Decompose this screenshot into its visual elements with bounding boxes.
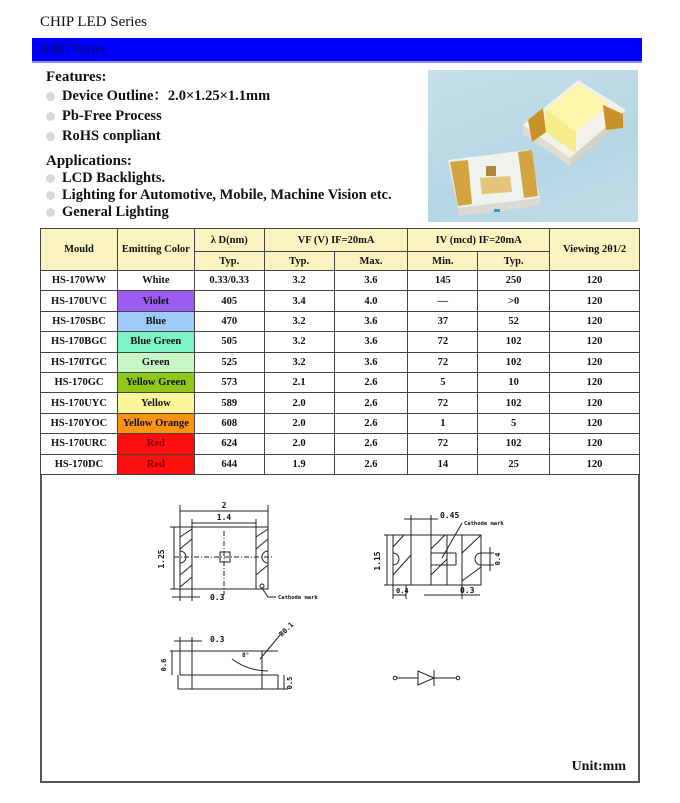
cell-vf-typ: 2.0 <box>264 413 334 433</box>
series-label: 0805 Series <box>41 42 107 57</box>
cell-iv-min: 72 <box>408 352 478 372</box>
unit-label: Unit:mm <box>571 759 626 774</box>
dim-side-height: 0.6 <box>160 658 168 672</box>
application-item <box>44 204 424 221</box>
cell-mould: HS-170URC <box>41 434 118 454</box>
cell-iv-min: 145 <box>408 271 478 291</box>
cell-vf-max: 2.6 <box>334 372 408 392</box>
features-section <box>44 68 424 221</box>
dim-gap: 0.45 <box>440 511 460 520</box>
cell-vf-max: 3.6 <box>334 271 408 291</box>
cell-iv-typ: 102 <box>478 332 550 352</box>
cell-iv-typ: 102 <box>478 393 550 413</box>
cell-iv-min: — <box>408 291 478 311</box>
header-emitting-color: Emitting Color <box>117 229 194 271</box>
bullet-icon <box>46 174 55 183</box>
cell-viewing: 120 <box>550 434 640 454</box>
product-photo <box>428 70 638 222</box>
header-vf-typ: Typ. <box>264 252 334 271</box>
cell-vf-max: 2.6 <box>334 434 408 454</box>
header-lambda: λ D(nm) <box>194 229 264 252</box>
cathode-mark-label-2: Cathode mark <box>464 521 504 527</box>
feature-item <box>44 86 424 106</box>
cell-iv-typ: >0 <box>478 291 550 311</box>
feature-item <box>44 126 424 146</box>
table-row <box>41 434 640 454</box>
cell-vf-max: 4.0 <box>334 291 408 311</box>
cell-vf-max: 3.6 <box>334 352 408 372</box>
table-row <box>41 291 640 311</box>
cell-emitting-color: White <box>117 271 194 291</box>
cell-mould: HS-170GC <box>41 372 118 392</box>
table-row <box>41 332 640 352</box>
cell-viewing: 120 <box>550 454 640 474</box>
dim-height-2: 1.15 <box>373 551 382 571</box>
cell-iv-min: 1 <box>408 413 478 433</box>
cell-mould: HS-170UYC <box>41 393 118 413</box>
cell-viewing: 120 <box>550 413 640 433</box>
cell-lambda: 525 <box>194 352 264 372</box>
cell-emitting-color: Red <box>117 454 194 474</box>
cell-emitting-color: Blue <box>117 311 194 331</box>
table-row <box>41 372 640 392</box>
cell-iv-typ: 102 <box>478 352 550 372</box>
bullet-icon <box>46 112 55 121</box>
dim-right-pad: 0.3 <box>460 586 475 595</box>
cell-viewing: 120 <box>550 311 640 331</box>
cell-mould: HS-170SBC <box>41 311 118 331</box>
header-iv: IV (mcd) IF=20mA <box>408 229 550 252</box>
cell-mould: HS-170WW <box>41 271 118 291</box>
application-text: Lighting for Automotive, Mobile, Machine Vision etc. <box>62 187 392 203</box>
cell-vf-max: 2.6 <box>334 393 408 413</box>
side-view-drawing <box>160 621 295 689</box>
top-view-drawing <box>157 501 318 602</box>
cell-emitting-color: Yellow Orange <box>117 413 194 433</box>
cell-vf-typ: 3.4 <box>264 291 334 311</box>
bottom-view-drawing <box>373 511 504 599</box>
header-iv-min: Min. <box>408 252 478 271</box>
cell-vf-max: 3.6 <box>334 332 408 352</box>
cathode-mark-label: Cathode mark <box>278 595 318 601</box>
table-row <box>41 352 640 372</box>
dimension-drawings <box>40 475 640 783</box>
bullet-icon <box>46 132 55 141</box>
feature-text: Pb-Free Process <box>62 108 162 124</box>
cell-emitting-color: Blue Green <box>117 332 194 352</box>
cell-mould: HS-170YOC <box>41 413 118 433</box>
cell-iv-min: 72 <box>408 434 478 454</box>
header-iv-typ: Typ. <box>478 252 550 271</box>
cell-vf-max: 2.6 <box>334 413 408 433</box>
cell-lambda: 0.33/0.33 <box>194 271 264 291</box>
cell-lambda: 505 <box>194 332 264 352</box>
bullet-icon <box>46 92 55 101</box>
cell-lambda: 644 <box>194 454 264 474</box>
feature-text: Device Outline：2.0×1.25×1.1mm <box>62 88 271 104</box>
spec-table <box>40 228 640 475</box>
cell-viewing: 120 <box>550 291 640 311</box>
cell-vf-typ: 1.9 <box>264 454 334 474</box>
cell-iv-typ: 52 <box>478 311 550 331</box>
cell-iv-typ: 250 <box>478 271 550 291</box>
cell-vf-max: 2.6 <box>334 454 408 474</box>
features-title: Features: <box>46 69 107 85</box>
dim-width: 2 <box>221 501 227 510</box>
cell-iv-typ: 102 <box>478 434 550 454</box>
cell-vf-typ: 2.0 <box>264 393 334 413</box>
bullet-icon <box>46 191 55 200</box>
dim-base: 0.5 <box>286 676 294 690</box>
cell-emitting-color: Green <box>117 352 194 372</box>
cell-mould: HS-170BGC <box>41 332 118 352</box>
cell-iv-min: 37 <box>408 311 478 331</box>
feature-item <box>44 106 424 126</box>
table-row <box>41 454 640 474</box>
cell-vf-typ: 3.2 <box>264 352 334 372</box>
application-item <box>44 187 424 204</box>
table-row <box>41 413 640 433</box>
applications-title: Applications: <box>46 153 132 169</box>
feature-text: RoHS conpliant <box>62 128 161 144</box>
dim-top: 0.3 <box>210 635 225 644</box>
dim-left-pad: 0.4 <box>396 587 409 595</box>
cell-emitting-color: Yellow Green <box>117 372 194 392</box>
cell-viewing: 120 <box>550 332 640 352</box>
dim-notch: 0.4 <box>494 552 502 566</box>
cell-viewing: 120 <box>550 271 640 291</box>
cell-vf-typ: 3.2 <box>264 271 334 291</box>
cell-vf-typ: 3.2 <box>264 311 334 331</box>
cell-iv-typ: 10 <box>478 372 550 392</box>
cell-lambda: 405 <box>194 291 264 311</box>
bullet-icon <box>46 208 55 217</box>
cell-vf-typ: 2.0 <box>264 434 334 454</box>
cell-vf-typ: 3.2 <box>264 332 334 352</box>
page-title: CHIP LED Series <box>40 14 147 30</box>
header-mould: Mould <box>41 229 118 271</box>
cell-viewing: 120 <box>550 372 640 392</box>
cell-mould: HS-170TGC <box>41 352 118 372</box>
cell-iv-min: 72 <box>408 393 478 413</box>
cell-iv-typ: 25 <box>478 454 550 474</box>
cell-viewing: 120 <box>550 352 640 372</box>
cell-lambda: 470 <box>194 311 264 331</box>
led-chip-illustration <box>428 70 638 222</box>
cell-mould: HS-170UVC <box>41 291 118 311</box>
application-item <box>44 170 424 187</box>
cell-iv-min: 5 <box>408 372 478 392</box>
table-row <box>41 311 640 331</box>
diode-symbol-icon <box>393 670 460 686</box>
header-lambda-typ: Typ. <box>194 252 264 271</box>
outline-drawings <box>42 475 638 781</box>
cell-mould: HS-170DC <box>41 454 118 474</box>
table-row <box>41 393 640 413</box>
table-row <box>41 271 640 291</box>
cell-emitting-color: Violet <box>117 291 194 311</box>
cell-vf-max: 3.6 <box>334 311 408 331</box>
dim-radius: R0.1 <box>277 620 296 639</box>
application-text: General Lighting <box>62 204 169 220</box>
cell-iv-typ: 5 <box>478 413 550 433</box>
applications-section <box>44 152 424 221</box>
cell-viewing: 120 <box>550 393 640 413</box>
dim-angle: 8° <box>242 652 250 659</box>
dim-pad: 0.3 <box>210 593 225 602</box>
cell-iv-min: 72 <box>408 332 478 352</box>
series-banner <box>32 38 642 63</box>
header-vf-max: Max. <box>334 252 408 271</box>
dim-pad-span: 1.4 <box>216 513 232 522</box>
cell-emitting-color: Yellow <box>117 393 194 413</box>
cell-lambda: 573 <box>194 372 264 392</box>
cell-lambda: 589 <box>194 393 264 413</box>
cell-emitting-color: Red <box>117 434 194 454</box>
cell-lambda: 608 <box>194 413 264 433</box>
cell-lambda: 624 <box>194 434 264 454</box>
header-vf: VF (V) IF=20mA <box>264 229 408 252</box>
dim-height: 1.25 <box>157 549 166 569</box>
header-viewing: Viewing 2θ1/2 <box>550 229 640 271</box>
cell-iv-min: 14 <box>408 454 478 474</box>
cell-vf-typ: 2.1 <box>264 372 334 392</box>
application-text: LCD Backlights. <box>62 170 166 186</box>
